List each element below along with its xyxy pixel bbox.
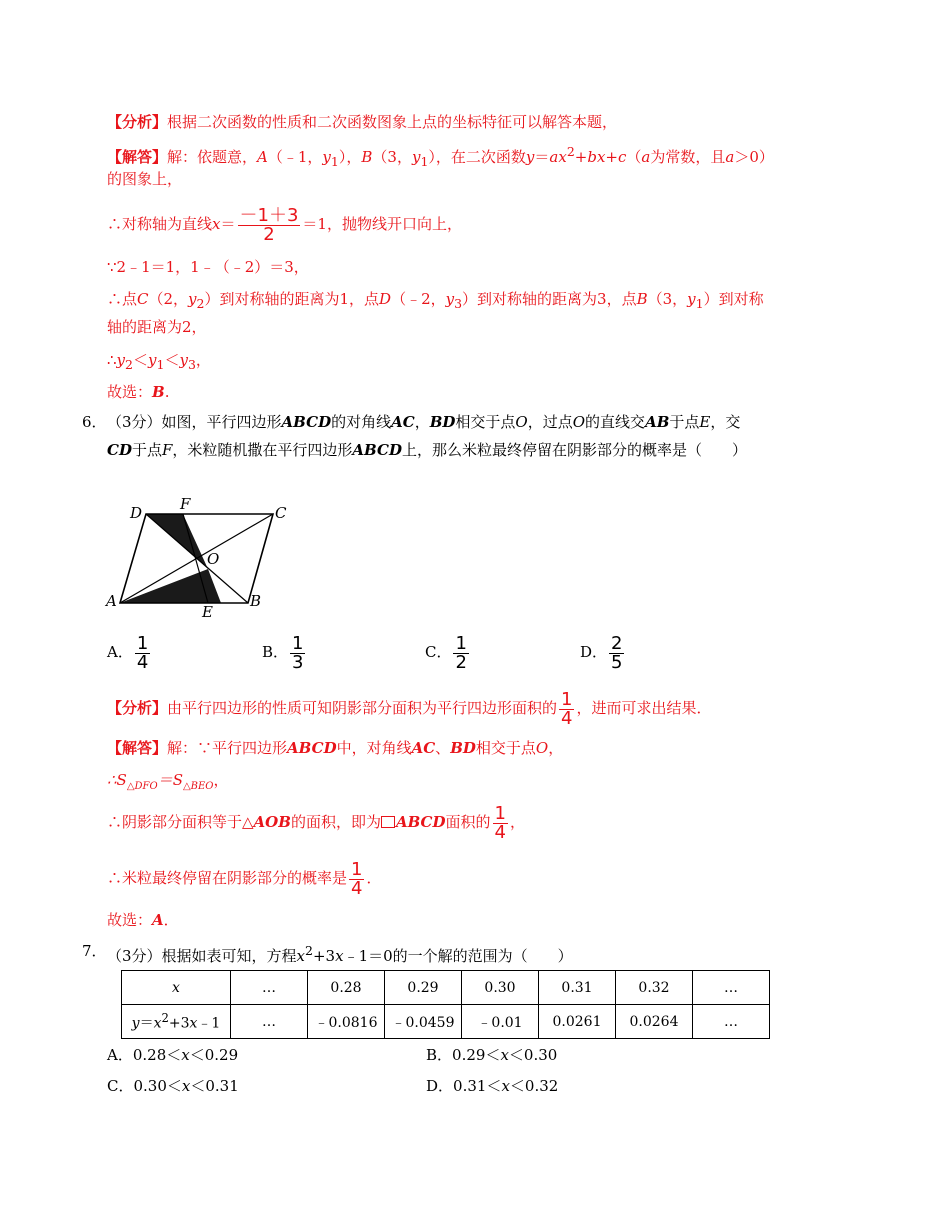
- table-header-y: [122, 1005, 231, 1039]
- text: +: [605, 148, 618, 166]
- q7-number: 7．: [82, 942, 107, 960]
- numerator: 1: [561, 688, 573, 710]
- q6-solution-line-1: [107, 738, 563, 758]
- var: x: [335, 947, 344, 965]
- table-cell: ﹣0.01: [462, 1005, 539, 1039]
- text: ∴阴影部分面积等于△: [107, 813, 254, 831]
- denominator: 4: [561, 707, 573, 729]
- text: ＝1，抛物线开口向上，: [302, 215, 462, 233]
- q5-solution-line-7: [107, 350, 211, 375]
- q6-stem-line-2: [107, 440, 747, 460]
- text: ＜0.29: [189, 1046, 239, 1064]
- parallelogram-symbol: [381, 816, 395, 828]
- segment-label: CD: [107, 441, 132, 459]
- subscript: 1: [330, 154, 339, 169]
- numerator: 2: [611, 632, 623, 654]
- var: x: [212, 215, 221, 233]
- fraction: [493, 802, 508, 843]
- text: ＜0.31: [190, 1077, 239, 1095]
- point-label: A: [257, 148, 268, 166]
- shape-label: AOB: [253, 813, 291, 831]
- text: ，米粒随机撒在平行四边形: [172, 441, 353, 459]
- q6-solution-line-3: [107, 802, 525, 842]
- superscript: 2: [566, 144, 575, 159]
- solution-tag: 【解答】: [107, 148, 168, 166]
- text: ＜0.32: [509, 1077, 559, 1095]
- text: ，过点: [527, 413, 573, 431]
- q6-solution-line-2: [107, 770, 229, 797]
- point-label-e: E: [202, 603, 213, 621]
- text: （3分）根据如表可知，方程: [107, 947, 297, 965]
- var: a: [725, 148, 735, 166]
- text: ，: [509, 813, 525, 831]
- text: （3，: [372, 148, 412, 166]
- var: x: [500, 1046, 509, 1064]
- point-label: O: [515, 413, 528, 431]
- denominator: 5: [611, 651, 623, 673]
- text: +3: [168, 1015, 190, 1032]
- segment-label: AC: [411, 739, 436, 757]
- vertex-label-d: D: [130, 504, 143, 522]
- text: 、: [435, 739, 451, 757]
- table-cell: 0.32: [616, 971, 693, 1005]
- shape-label: ABCD: [281, 413, 332, 431]
- subscript: 2: [196, 296, 205, 311]
- fraction: [559, 688, 574, 729]
- text: ＝: [139, 1015, 154, 1032]
- analysis-tag: 【分析】: [107, 699, 168, 717]
- numerator: 1: [494, 802, 506, 824]
- option-label: B．: [426, 1046, 453, 1064]
- text: （﹣2，: [391, 290, 446, 308]
- text: +: [574, 148, 588, 166]
- q6-option-b[interactable]: [262, 632, 307, 672]
- superscript: 2: [305, 943, 313, 958]
- var: y: [179, 351, 188, 369]
- text: 解：∵平行四边形: [167, 739, 288, 757]
- var: y: [322, 148, 331, 166]
- text: 为常数，且: [650, 148, 726, 166]
- point-label: O: [535, 739, 549, 757]
- text: （3，: [647, 290, 688, 308]
- var: y: [148, 351, 157, 369]
- text: ﹣1＝0的一个解的范围为（ ）: [343, 947, 573, 965]
- numerator: 1: [455, 632, 467, 654]
- point-label: O: [572, 413, 586, 431]
- text: ∴米粒最终停留在阴影部分的概率是: [107, 869, 348, 887]
- q5-solution-line-6: 轴的距离为2，: [107, 318, 207, 336]
- text: ）到对称轴的距离为1，点: [204, 290, 380, 308]
- text: ∴: [107, 351, 117, 369]
- table-cell: 0.0261: [539, 1005, 616, 1039]
- point-label: E: [699, 413, 711, 431]
- q7-stem: [107, 941, 573, 966]
- point-label: C: [137, 290, 149, 308]
- text: 相交于点: [455, 413, 516, 431]
- text: 0.30＜: [133, 1077, 182, 1095]
- q5-solution-line-1: [107, 142, 774, 172]
- var: y: [687, 290, 696, 308]
- table-cell: …: [231, 1005, 308, 1039]
- text: ，: [414, 413, 430, 431]
- table-cell: 0.31: [539, 971, 616, 1005]
- text: ，: [213, 771, 229, 789]
- vertex-label-c: C: [275, 504, 287, 522]
- text: ﹣1: [197, 1015, 221, 1032]
- denominator: 4: [494, 821, 506, 843]
- option-label: D．: [426, 1077, 454, 1095]
- text: （﹣1，: [267, 148, 323, 166]
- q5-solution-line-4: ∵2﹣1＝1，1﹣（﹣2）＝3，: [107, 258, 309, 276]
- point-label: B: [361, 148, 373, 166]
- text: +3: [312, 947, 336, 965]
- table-cell: …: [231, 971, 308, 1005]
- var: ax: [549, 148, 567, 166]
- subscript: 1: [156, 357, 165, 372]
- denominator: 2: [263, 223, 275, 245]
- text: ），: [338, 148, 362, 166]
- table-cell: …: [693, 1005, 770, 1039]
- point-label-f: F: [180, 495, 191, 513]
- text: 的面积，即为: [290, 813, 381, 831]
- table-header-x: x: [122, 971, 231, 1005]
- shape-label: ABCD: [395, 813, 446, 831]
- text: 上，那么米粒最终停留在阴影部分的概率是（ ）: [401, 441, 747, 459]
- text: ，: [195, 351, 211, 369]
- table-row-x: [122, 971, 770, 1005]
- table-cell: 0.0264: [616, 1005, 693, 1039]
- numerator: 1: [292, 632, 304, 654]
- text: （: [626, 148, 642, 166]
- text: ，交: [710, 413, 741, 431]
- fraction: [453, 632, 468, 673]
- denominator: 4: [136, 651, 149, 673]
- text: 解：依题意，: [167, 148, 258, 166]
- subscript: 1: [695, 296, 704, 311]
- segment-label: AB: [645, 413, 670, 431]
- answer-letter: B: [152, 383, 165, 401]
- q5-solution-line-5: [107, 289, 764, 314]
- solution-tag: 【解答】: [107, 739, 168, 757]
- text: ∴S: [107, 771, 127, 789]
- text: ＝S: [157, 771, 183, 789]
- var: bx: [587, 148, 606, 166]
- text: ∴点: [107, 290, 138, 308]
- fraction: [609, 632, 624, 673]
- q6-option-a[interactable]: [107, 632, 152, 672]
- option-label: A．: [107, 1046, 133, 1064]
- subscript: 3: [454, 296, 463, 311]
- q6-number: 6．: [82, 413, 107, 431]
- numerator: －1＋3: [239, 204, 299, 226]
- table-cell: ﹣0.0816: [308, 1005, 385, 1039]
- var: y: [411, 148, 421, 166]
- text: ）到对称: [703, 290, 764, 308]
- text: 的直线交: [585, 413, 646, 431]
- parallelogram-figure: [98, 494, 298, 624]
- q6-analysis-line: [107, 688, 712, 728]
- option-label: D．: [580, 643, 608, 661]
- table-cell: ﹣0.0459: [385, 1005, 462, 1039]
- text: ＜0.30: [508, 1046, 558, 1064]
- q6-option-c[interactable]: [425, 632, 471, 672]
- fraction: [290, 632, 305, 673]
- option-label: C．: [425, 643, 452, 661]
- var: c: [617, 148, 627, 166]
- text: ）到对称轴的距离为3，点: [462, 290, 637, 308]
- var: x: [153, 1015, 162, 1032]
- text: 相交于点: [475, 739, 536, 757]
- text: .: [164, 383, 170, 401]
- q5-solution-line-2: 的图象上，: [107, 170, 183, 188]
- subscript: 2: [125, 357, 133, 372]
- table-row-y: [122, 1005, 770, 1039]
- table-cell: 0.30: [462, 971, 539, 1005]
- values-table: [121, 970, 770, 1039]
- shape-label: ABCD: [352, 441, 402, 459]
- segment-label: AC: [391, 413, 415, 431]
- superscript: 2: [161, 1010, 169, 1025]
- denominator: 2: [455, 651, 467, 673]
- fraction: [238, 204, 301, 245]
- var: y: [116, 351, 126, 369]
- text: 由平行四边形的性质可知阴影部分面积为平行四边形面积的: [167, 699, 558, 717]
- point-label-o: O: [207, 550, 220, 568]
- text: 的对角线: [331, 413, 392, 431]
- option-label: C．: [107, 1077, 134, 1095]
- text: ＜: [132, 351, 148, 369]
- var: a: [641, 148, 651, 166]
- q7-option-a[interactable]: [107, 1045, 238, 1065]
- text: 故选：: [107, 911, 153, 929]
- q5-solution-line-3: [107, 202, 462, 246]
- subscript: 1: [420, 154, 429, 169]
- text: 0.28＜: [132, 1046, 182, 1064]
- text: ＜: [164, 351, 180, 369]
- q6-option-d[interactable]: [580, 632, 626, 672]
- var: y: [445, 290, 455, 308]
- text: ∴对称轴为直线: [107, 215, 213, 233]
- var: x: [181, 1046, 190, 1064]
- analysis-tag: 【分析】: [107, 113, 168, 131]
- analysis-text: 根据二次函数的性质和二次函数图象上点的坐标特征可以解答本题，: [167, 113, 618, 131]
- q7-option-c[interactable]: [107, 1076, 239, 1096]
- option-label: B．: [262, 643, 289, 661]
- q6-solution-line-4: [107, 858, 381, 898]
- text: 故选：: [107, 383, 153, 401]
- text: ．: [163, 911, 179, 929]
- fraction: [135, 632, 150, 673]
- text: 中，对角线: [336, 739, 412, 757]
- q6-stem-line-1: [107, 412, 740, 432]
- text: （3分）如图，平行四边形: [107, 413, 282, 431]
- numerator: 1: [351, 858, 363, 880]
- text: 面积的: [445, 813, 491, 831]
- var: y: [525, 148, 535, 166]
- shape-label: ABCD: [287, 739, 337, 757]
- numerator: 1: [136, 632, 149, 654]
- text: 0.29＜: [452, 1046, 501, 1064]
- fraction: [349, 858, 364, 899]
- answer-letter: A: [152, 911, 164, 929]
- option-label: A．: [107, 643, 133, 661]
- text: 于点: [669, 413, 700, 431]
- table-cell: …: [693, 971, 770, 1005]
- table-cell: 0.29: [385, 971, 462, 1005]
- var: x: [296, 947, 306, 965]
- text: ＞0）: [734, 148, 774, 166]
- var: y: [131, 1015, 140, 1032]
- var: y: [188, 290, 197, 308]
- text: ，: [548, 739, 564, 757]
- denominator: 4: [351, 877, 363, 899]
- var: x: [181, 1077, 191, 1095]
- vertex-label-a: A: [106, 592, 117, 610]
- q5-analysis-line: [107, 112, 617, 132]
- text: ．: [366, 869, 382, 887]
- subscript: △BEO: [182, 781, 214, 792]
- text: ＝: [220, 215, 236, 233]
- point-label: D: [379, 290, 392, 308]
- text: 于点: [131, 441, 162, 459]
- var: x: [501, 1077, 510, 1095]
- table-cell: 0.28: [308, 971, 385, 1005]
- segment-label: BD: [450, 739, 476, 757]
- vertex-label-b: B: [250, 592, 262, 610]
- q7-option-d[interactable]: [426, 1076, 558, 1096]
- denominator: 3: [292, 651, 304, 673]
- subscript: △DFO: [126, 781, 158, 792]
- point-label: B: [636, 290, 648, 308]
- q6-answer-line: [107, 910, 179, 930]
- subscript: 3: [187, 357, 196, 372]
- text: ），在二次函数: [428, 148, 526, 166]
- text: 0.31＜: [453, 1077, 502, 1095]
- text: ＝: [534, 148, 550, 166]
- q7-option-b[interactable]: [426, 1045, 557, 1065]
- var: x: [189, 1015, 198, 1032]
- point-label: F: [161, 441, 173, 459]
- text: ，进而可求出结果．: [576, 699, 712, 717]
- q5-answer-line: [107, 382, 169, 402]
- segment-label: BD: [429, 413, 456, 431]
- text: （2，: [148, 290, 189, 308]
